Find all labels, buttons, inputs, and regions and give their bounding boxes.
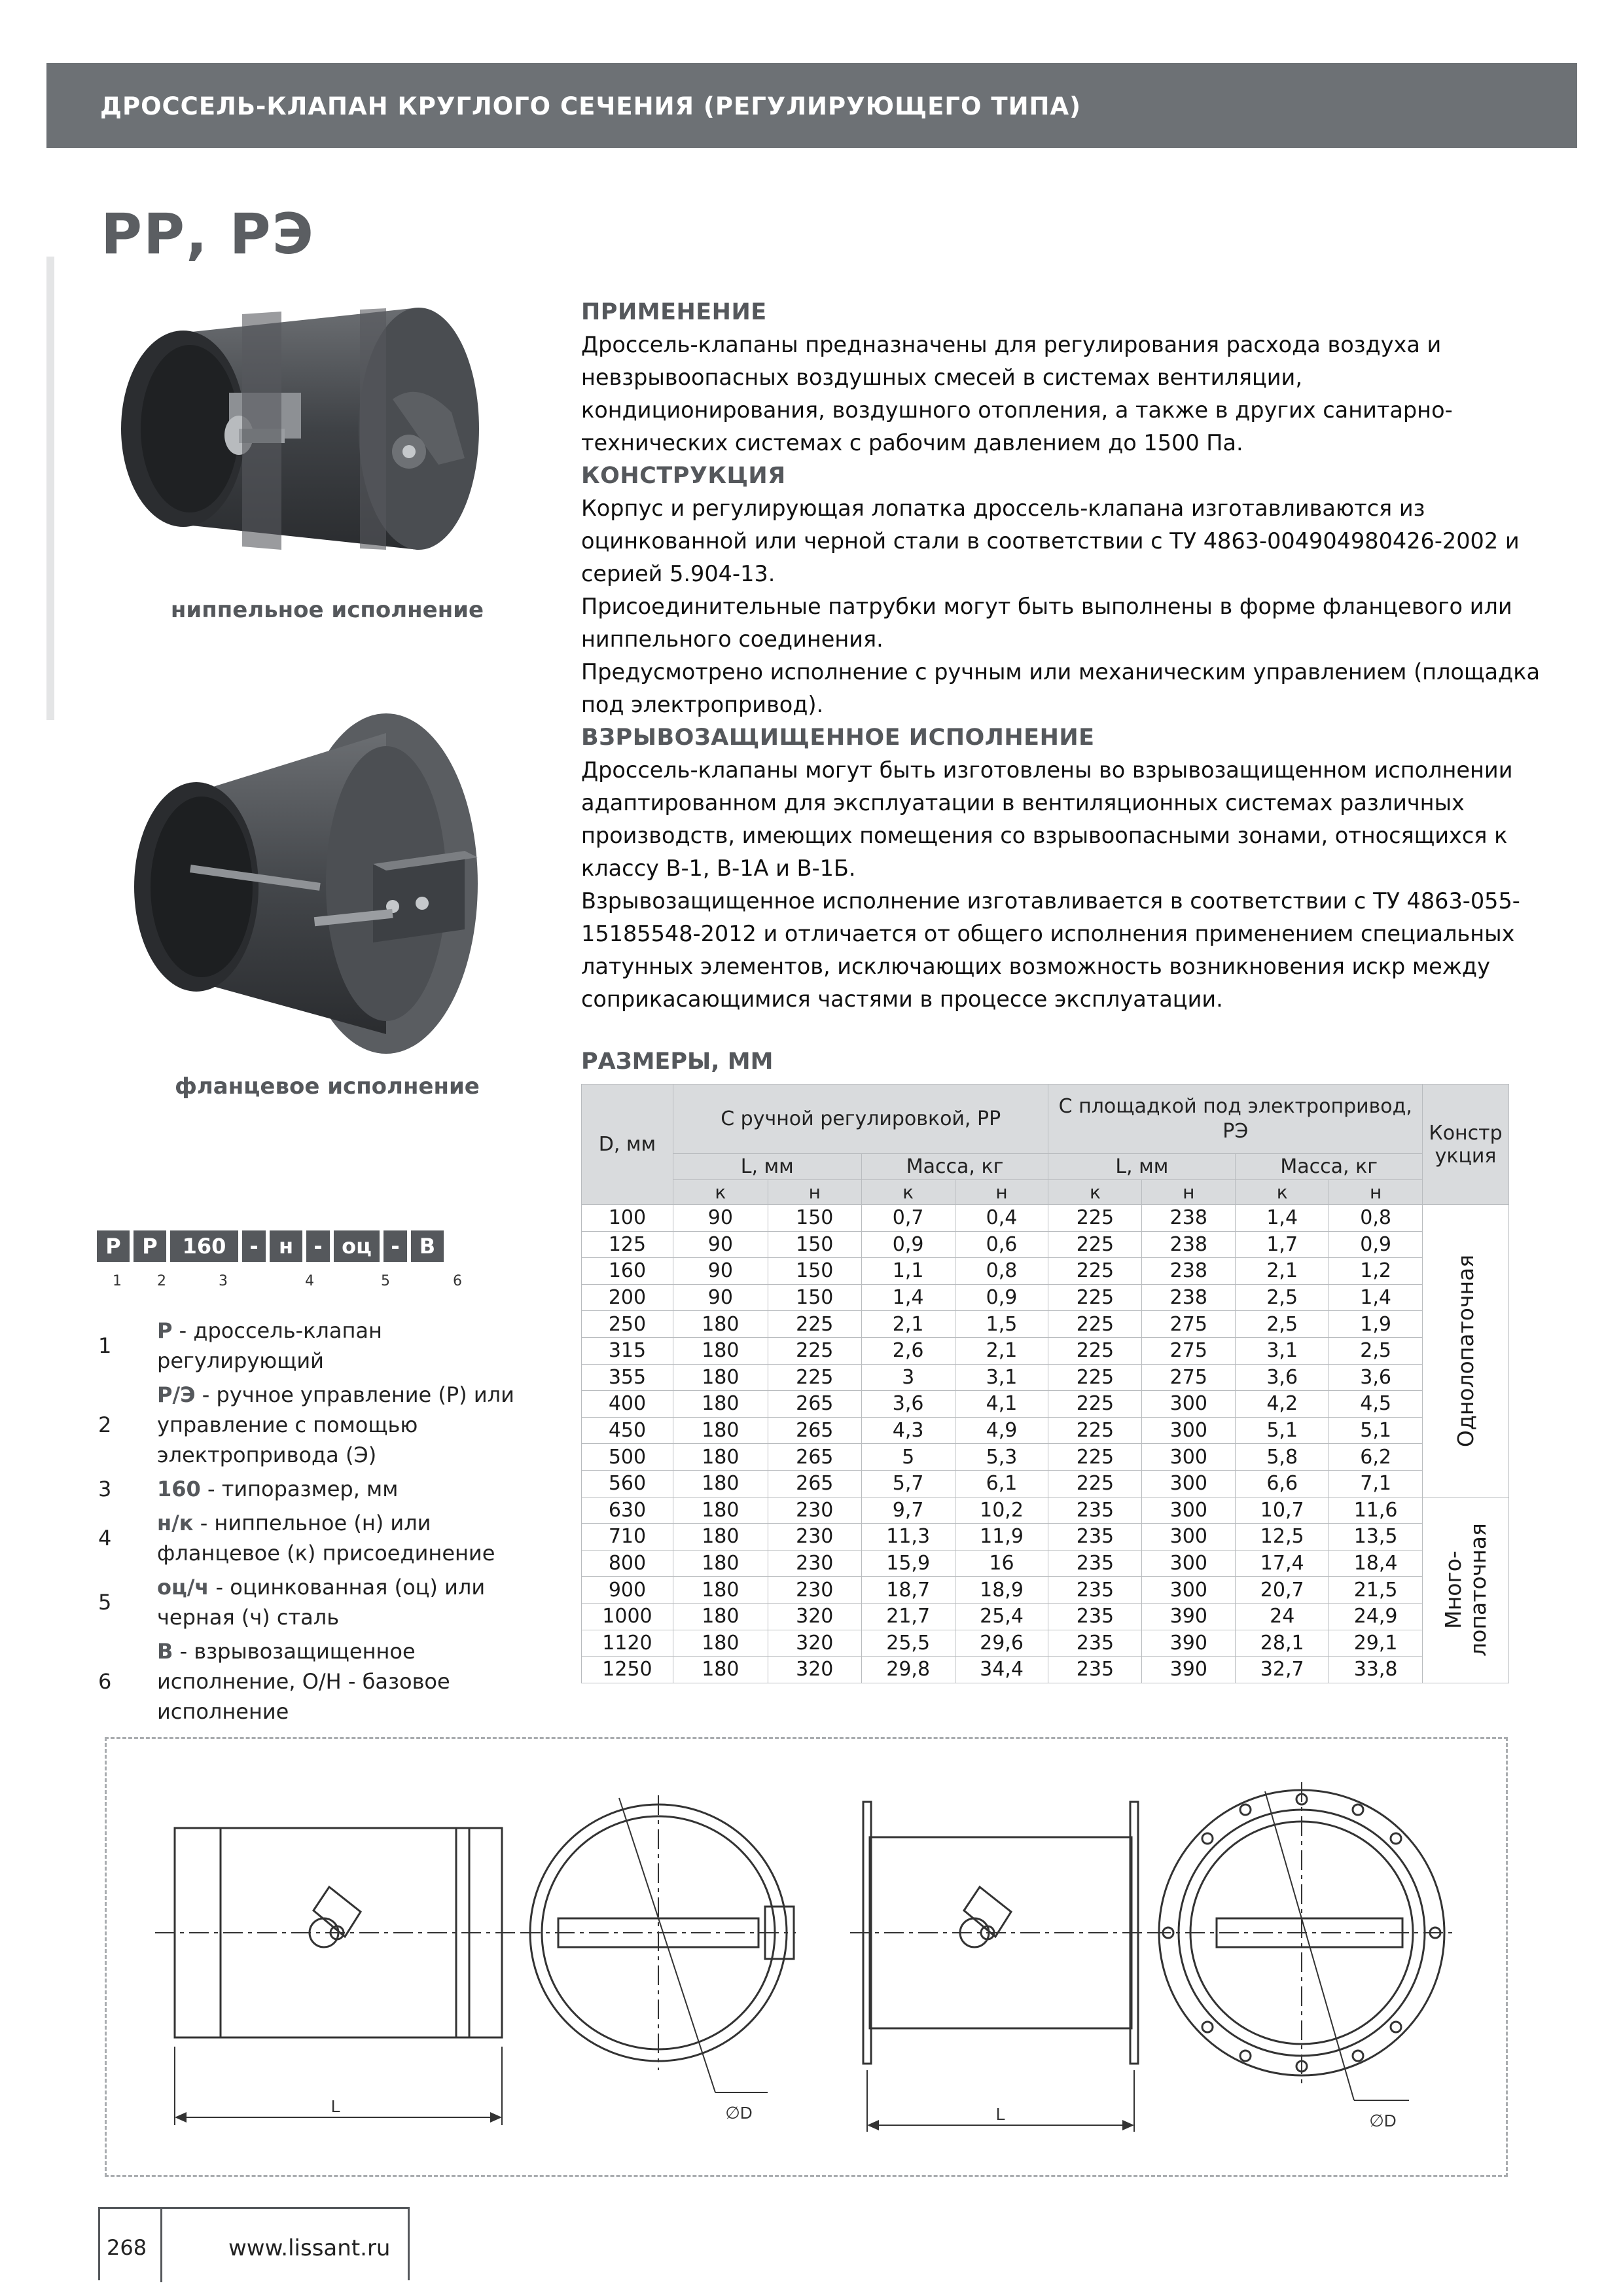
construction-single-blade [1423, 1205, 1509, 1498]
table-cell: 630 [582, 1497, 673, 1524]
table-cell: 5,3 [955, 1444, 1048, 1471]
table-cell: 225 [1048, 1391, 1142, 1418]
table-cell: 150 [768, 1231, 861, 1258]
legend-text: - ручное управление (Р) или управление с помощью электропривода (Э) [157, 1382, 514, 1467]
table-cell: 275 [1142, 1311, 1236, 1338]
table-cell: 180 [673, 1337, 768, 1364]
header-bar [46, 63, 1577, 148]
nipple-end-view [521, 1795, 796, 2092]
table-cell: 11,6 [1329, 1497, 1423, 1524]
table-row [582, 1657, 1509, 1683]
sub-n: н [768, 1180, 861, 1205]
table-cell: 225 [1048, 1231, 1142, 1258]
table-cell: 180 [673, 1444, 768, 1471]
table-cell: 34,4 [955, 1657, 1048, 1683]
table-row [582, 1364, 1509, 1391]
code-part: В [411, 1230, 444, 1262]
legend-row [98, 1474, 530, 1504]
table-cell: 355 [582, 1364, 673, 1391]
table-cell: 225 [1048, 1311, 1142, 1338]
table-cell: 21,7 [861, 1603, 955, 1630]
table-cell: 900 [582, 1577, 673, 1604]
table-cell: 180 [673, 1603, 768, 1630]
code-number: 1 [113, 1273, 122, 1289]
code-number: 6 [453, 1273, 462, 1289]
table-cell: 390 [1142, 1657, 1236, 1683]
table-cell: 4,1 [955, 1391, 1048, 1418]
col-construction-header: Конструкция [1423, 1085, 1509, 1205]
table-cell: 0,6 [955, 1231, 1048, 1258]
sub-n: н [955, 1180, 1048, 1205]
table-cell: 3 [861, 1364, 955, 1391]
table-cell: 29,8 [861, 1657, 955, 1683]
sizes-table [581, 1084, 1509, 1683]
table-cell: 275 [1142, 1337, 1236, 1364]
table-cell: 6,6 [1236, 1470, 1329, 1497]
table-cell: 24,9 [1329, 1603, 1423, 1630]
table-row [582, 1550, 1509, 1577]
table-cell: 0,9 [955, 1284, 1048, 1311]
code-part: 160 [170, 1230, 238, 1262]
table-cell: 235 [1048, 1524, 1142, 1551]
code-separator: - [242, 1230, 266, 1262]
electric-l-header: L, мм [1048, 1154, 1236, 1180]
table-cell: 180 [673, 1470, 768, 1497]
footer [98, 2207, 410, 2280]
col-d-header: D, мм [582, 1085, 673, 1205]
table-row [582, 1391, 1509, 1418]
table-row [582, 1444, 1509, 1471]
table-cell: 125 [582, 1231, 673, 1258]
left-rule [46, 257, 54, 720]
table-row [582, 1630, 1509, 1657]
table-cell: 6,2 [1329, 1444, 1423, 1471]
table-cell: 3,6 [1329, 1364, 1423, 1391]
table-cell: 0,4 [955, 1205, 1048, 1232]
table-cell: 9,7 [861, 1497, 955, 1524]
table-cell: 230 [768, 1497, 861, 1524]
table-row [582, 1205, 1509, 1232]
table-cell: 18,7 [861, 1577, 955, 1604]
legend-number: 1 [98, 1333, 112, 1358]
construction-label: Однолопаточная [1452, 1254, 1478, 1447]
flange-length-label: L [995, 2104, 1006, 2124]
table-cell: 160 [582, 1258, 673, 1285]
table-cell: 21,5 [1329, 1577, 1423, 1604]
table-cell: 230 [768, 1524, 861, 1551]
table-cell: 235 [1048, 1630, 1142, 1657]
table-cell: 230 [768, 1577, 861, 1604]
table-cell: 180 [673, 1630, 768, 1657]
table-cell: 18,9 [955, 1577, 1048, 1604]
table-cell: 225 [768, 1311, 861, 1338]
construction-heading: КОНСТРУКЦИЯ [581, 463, 786, 489]
legend-row [98, 1508, 530, 1568]
table-cell: 1,2 [1329, 1258, 1423, 1285]
legend-key: оц/ч [157, 1575, 209, 1600]
table-cell: 180 [673, 1657, 768, 1683]
legend-text: - взрывозащищенное исполнение, О/Н - базовое исполнение [157, 1639, 450, 1724]
table-cell: 225 [1048, 1284, 1142, 1311]
flange-end-view [1151, 1782, 1454, 2100]
table-cell: 4,3 [861, 1417, 955, 1444]
table-cell: 3,1 [955, 1364, 1048, 1391]
table-cell: 1,9 [1329, 1311, 1423, 1338]
table-cell: 4,2 [1236, 1391, 1329, 1418]
table-cell: 16 [955, 1550, 1048, 1577]
sub-k: к [861, 1180, 955, 1205]
table-row [582, 1231, 1509, 1258]
table-cell: 18,4 [1329, 1550, 1423, 1577]
legend-row [98, 1380, 530, 1470]
code-legend [98, 1316, 530, 1731]
table-cell: 300 [1142, 1577, 1236, 1604]
table-row [582, 1577, 1509, 1604]
table-cell: 300 [1142, 1391, 1236, 1418]
table-cell: 33,8 [1329, 1657, 1423, 1683]
table-cell: 4,9 [955, 1417, 1048, 1444]
table-cell: 400 [582, 1391, 673, 1418]
table-cell: 2,1 [861, 1311, 955, 1338]
table-cell: 320 [768, 1630, 861, 1657]
table-cell: 180 [673, 1550, 768, 1577]
table-cell: 180 [673, 1311, 768, 1338]
table-cell: 2,1 [1236, 1258, 1329, 1285]
table-cell: 6,1 [955, 1470, 1048, 1497]
table-cell: 710 [582, 1524, 673, 1551]
table-cell: 11,9 [955, 1524, 1048, 1551]
explosion-text-1: Дроссель-клапаны могут быть изготовлены во взрывозащищенном исполнении адаптированном для эксплуатации в вентиляционных системах различных производств, имеющих помещения со взрывоопасными зонами, относящихся к классу В-1, В-1А и В-1Б. [581, 757, 1513, 881]
sub-n: н [1329, 1180, 1423, 1205]
sizes-heading: РАЗМЕРЫ, ММ [581, 1049, 774, 1075]
table-cell: 0,9 [1329, 1231, 1423, 1258]
table-cell: 230 [768, 1550, 861, 1577]
code-part: Р [97, 1230, 130, 1262]
table-cell: 450 [582, 1417, 673, 1444]
table-cell: 1,4 [861, 1284, 955, 1311]
table-cell: 235 [1048, 1657, 1142, 1683]
table-cell: 300 [1142, 1470, 1236, 1497]
table-cell: 1120 [582, 1630, 673, 1657]
application-text: Дроссель-клапаны предназначены для регулирования расхода воздуха и невзрывоопасных воздушных смесей в системах вентиляции, кондиционирования, воздушного отопления, а также в других санитарно-технических системах с рабочим давлением до 1500 Па. [581, 332, 1453, 456]
sub-n: н [1142, 1180, 1236, 1205]
table-cell: 25,5 [861, 1630, 955, 1657]
legend-number: 3 [98, 1477, 112, 1501]
legend-text: - дроссель-клапан регулирующий [157, 1318, 382, 1373]
table-cell: 10,2 [955, 1497, 1048, 1524]
table-cell: 2,6 [861, 1337, 955, 1364]
table-cell: 265 [768, 1391, 861, 1418]
legend-text: - оцинкованная (оц) или черная (ч) сталь [157, 1575, 486, 1630]
header-title: ДРОССЕЛЬ-КЛАПАН КРУГЛОГО СЕЧЕНИЯ (РЕГУЛИРУЮЩЕГО ТИПА) [100, 92, 1082, 120]
table-cell: 150 [768, 1284, 861, 1311]
table-cell: 225 [1048, 1417, 1142, 1444]
table-cell: 1250 [582, 1657, 673, 1683]
description-block [581, 296, 1543, 1016]
table-cell: 1,1 [861, 1258, 955, 1285]
website-link[interactable]: www.lissant.ru [228, 2235, 391, 2261]
flange-side-view [850, 1802, 1158, 2132]
table-cell: 2,5 [1236, 1311, 1329, 1338]
table-cell: 29,6 [955, 1630, 1048, 1657]
table-cell: 238 [1142, 1205, 1236, 1232]
table-cell: 238 [1142, 1284, 1236, 1311]
table-cell: 235 [1048, 1550, 1142, 1577]
legend-number: 5 [98, 1590, 112, 1615]
code-part: Р [134, 1230, 166, 1262]
legend-key: Р [157, 1318, 173, 1343]
table-cell: 238 [1142, 1258, 1236, 1285]
manual-mass-header: Масса, кг [861, 1154, 1048, 1180]
flange-damper-image [124, 707, 517, 1060]
table-cell: 15,9 [861, 1550, 955, 1577]
table-cell: 320 [768, 1603, 861, 1630]
table-cell: 5,7 [861, 1470, 955, 1497]
table-cell: 90 [673, 1205, 768, 1232]
table-cell: 225 [1048, 1205, 1142, 1232]
sub-k: к [1236, 1180, 1329, 1205]
legend-key: 160 [157, 1477, 201, 1501]
table-cell: 13,5 [1329, 1524, 1423, 1551]
table-cell: 265 [768, 1470, 861, 1497]
table-cell: 28,1 [1236, 1630, 1329, 1657]
table-cell: 2,1 [955, 1337, 1048, 1364]
table-cell: 3,6 [1236, 1364, 1329, 1391]
table-cell: 300 [1142, 1524, 1236, 1551]
table-row [582, 1603, 1509, 1630]
table-cell: 3,1 [1236, 1337, 1329, 1364]
table-cell: 180 [673, 1577, 768, 1604]
construction-label: Много- лопаточная [1440, 1523, 1491, 1657]
table-cell: 90 [673, 1258, 768, 1285]
legend-number: 6 [98, 1669, 112, 1694]
table-cell: 225 [1048, 1364, 1142, 1391]
table-row [582, 1258, 1509, 1285]
table-cell: 20,7 [1236, 1577, 1329, 1604]
code-number: 2 [157, 1273, 166, 1289]
table-row [582, 1470, 1509, 1497]
legend-key: В [157, 1639, 173, 1664]
code-part: оц [334, 1230, 380, 1262]
code-number: 4 [305, 1273, 314, 1289]
sub-k: к [1048, 1180, 1142, 1205]
table-row [582, 1311, 1509, 1338]
table-cell: 180 [673, 1497, 768, 1524]
table-cell: 390 [1142, 1630, 1236, 1657]
group-electric-header: С площадкой под электропривод, РЭ [1048, 1085, 1423, 1154]
table-cell: 180 [673, 1364, 768, 1391]
table-cell: 235 [1048, 1577, 1142, 1604]
model-title: РР, РЭ [101, 202, 315, 267]
construction-text-3: Предусмотрено исполнение с ручным или механическим управлением (площадка под электропривод). [581, 659, 1540, 717]
table-cell: 0,7 [861, 1205, 955, 1232]
table-cell: 2,5 [1236, 1284, 1329, 1311]
legend-text: - типоразмер, мм [200, 1477, 399, 1501]
table-cell: 225 [1048, 1337, 1142, 1364]
table-cell: 2,5 [1329, 1337, 1423, 1364]
table-cell: 0,8 [1329, 1205, 1423, 1232]
construction-multi-blade [1423, 1497, 1509, 1683]
nipple-diameter-label: ∅D [725, 2103, 753, 2123]
table-cell: 0,8 [955, 1258, 1048, 1285]
nipple-side-view [155, 1828, 522, 2125]
table-cell: 235 [1048, 1497, 1142, 1524]
table-cell: 320 [768, 1657, 861, 1683]
technical-drawings [107, 1739, 1506, 2175]
table-cell: 24 [1236, 1603, 1329, 1630]
table-cell: 12,5 [1236, 1524, 1329, 1551]
legend-row [98, 1572, 530, 1632]
table-cell: 17,4 [1236, 1550, 1329, 1577]
table-cell: 300 [1142, 1550, 1236, 1577]
table-cell: 3,6 [861, 1391, 955, 1418]
footer-divider [160, 2209, 162, 2282]
table-cell: 180 [673, 1524, 768, 1551]
table-cell: 800 [582, 1550, 673, 1577]
electric-mass-header: Масса, кг [1236, 1154, 1423, 1180]
table-cell: 5 [861, 1444, 955, 1471]
flange-diameter-label: ∅D [1369, 2111, 1397, 2130]
table-cell: 32,7 [1236, 1657, 1329, 1683]
table-cell: 275 [1142, 1364, 1236, 1391]
construction-text-1: Корпус и регулирующая лопатка дроссель-клапана изготавливаются из оцинкованной или черной стали в соответствии с ТУ 4863-004904980426-2002 и серией 5.904-13. [581, 495, 1520, 586]
table-row [582, 1284, 1509, 1311]
table-cell: 90 [673, 1284, 768, 1311]
table-cell: 1,4 [1329, 1284, 1423, 1311]
table-cell: 265 [768, 1444, 861, 1471]
table-cell: 150 [768, 1258, 861, 1285]
explosion-heading: ВЗРЫВОЗАЩИЩЕННОЕ ИСПОЛНЕНИЕ [581, 725, 1095, 751]
table-cell: 180 [673, 1417, 768, 1444]
table-cell: 560 [582, 1470, 673, 1497]
table-cell: 10,7 [1236, 1497, 1329, 1524]
table-cell: 500 [582, 1444, 673, 1471]
table-row [582, 1524, 1509, 1551]
table-cell: 265 [768, 1417, 861, 1444]
table-cell: 250 [582, 1311, 673, 1338]
application-heading: ПРИМЕНЕНИЕ [581, 299, 767, 325]
table-cell: 4,5 [1329, 1391, 1423, 1418]
table-cell: 25,4 [955, 1603, 1048, 1630]
table-cell: 5,1 [1329, 1417, 1423, 1444]
nipple-length-label: L [330, 2096, 341, 2116]
drawings-frame [105, 1737, 1508, 2177]
table-row [582, 1337, 1509, 1364]
table-cell: 225 [768, 1337, 861, 1364]
table-cell: 225 [1048, 1258, 1142, 1285]
table-cell: 200 [582, 1284, 673, 1311]
legend-key: н/к [157, 1511, 194, 1535]
table-cell: 11,3 [861, 1524, 955, 1551]
table-cell: 1000 [582, 1603, 673, 1630]
table-cell: 315 [582, 1337, 673, 1364]
table-cell: 1,4 [1236, 1205, 1329, 1232]
table-cell: 300 [1142, 1444, 1236, 1471]
code-separator: - [306, 1230, 330, 1262]
legend-text: - ниппельное (н) или фланцевое (к) присоединение [157, 1511, 495, 1566]
legend-key: Р/Э [157, 1382, 196, 1407]
legend-row [98, 1636, 530, 1727]
table-row [582, 1497, 1509, 1524]
table-cell: 7,1 [1329, 1470, 1423, 1497]
manual-l-header: L, мм [673, 1154, 861, 1180]
sub-k: к [673, 1180, 768, 1205]
group-manual-header: С ручной регулировкой, РР [673, 1085, 1048, 1154]
table-row [582, 1417, 1509, 1444]
code-number: 3 [219, 1273, 228, 1289]
flange-caption: фланцевое исполнение [175, 1073, 480, 1100]
explosion-text-2: Взрывозащищенное исполнение изготавливается в соответствии с ТУ 4863-055-15185548-2012 и отличается от общего исполнения применением специальных латунных элементов, исключающих возможность возникновения искр между соприкасающимися частями в процессе эксплуатации. [581, 888, 1520, 1012]
table-cell: 225 [768, 1364, 861, 1391]
legend-row [98, 1316, 530, 1376]
legend-number: 2 [98, 1412, 112, 1437]
code-separator: - [383, 1230, 407, 1262]
order-code [97, 1230, 444, 1262]
table-cell: 1,5 [955, 1311, 1048, 1338]
table-cell: 225 [1048, 1470, 1142, 1497]
code-part: н [270, 1230, 302, 1262]
code-number: 5 [381, 1273, 390, 1289]
table-cell: 90 [673, 1231, 768, 1258]
table-cell: 5,8 [1236, 1444, 1329, 1471]
table-cell: 390 [1142, 1603, 1236, 1630]
table-cell: 225 [1048, 1444, 1142, 1471]
table-cell: 180 [673, 1391, 768, 1418]
table-cell: 100 [582, 1205, 673, 1232]
table-cell: 150 [768, 1205, 861, 1232]
table-cell: 5,1 [1236, 1417, 1329, 1444]
table-cell: 300 [1142, 1417, 1236, 1444]
legend-number: 4 [98, 1526, 112, 1551]
table-cell: 300 [1142, 1497, 1236, 1524]
table-cell: 235 [1048, 1603, 1142, 1630]
page-number: 268 [107, 2235, 147, 2260]
nipple-caption: ниппельное исполнение [170, 597, 484, 623]
table-cell: 1,7 [1236, 1231, 1329, 1258]
table-cell: 29,1 [1329, 1630, 1423, 1657]
table-cell: 0,9 [861, 1231, 955, 1258]
nipple-damper-image [111, 288, 530, 576]
table-cell: 238 [1142, 1231, 1236, 1258]
construction-text-2: Присоединительные патрубки могут быть выполнены в форме фланцевого или ниппельного соединения. [581, 594, 1512, 652]
